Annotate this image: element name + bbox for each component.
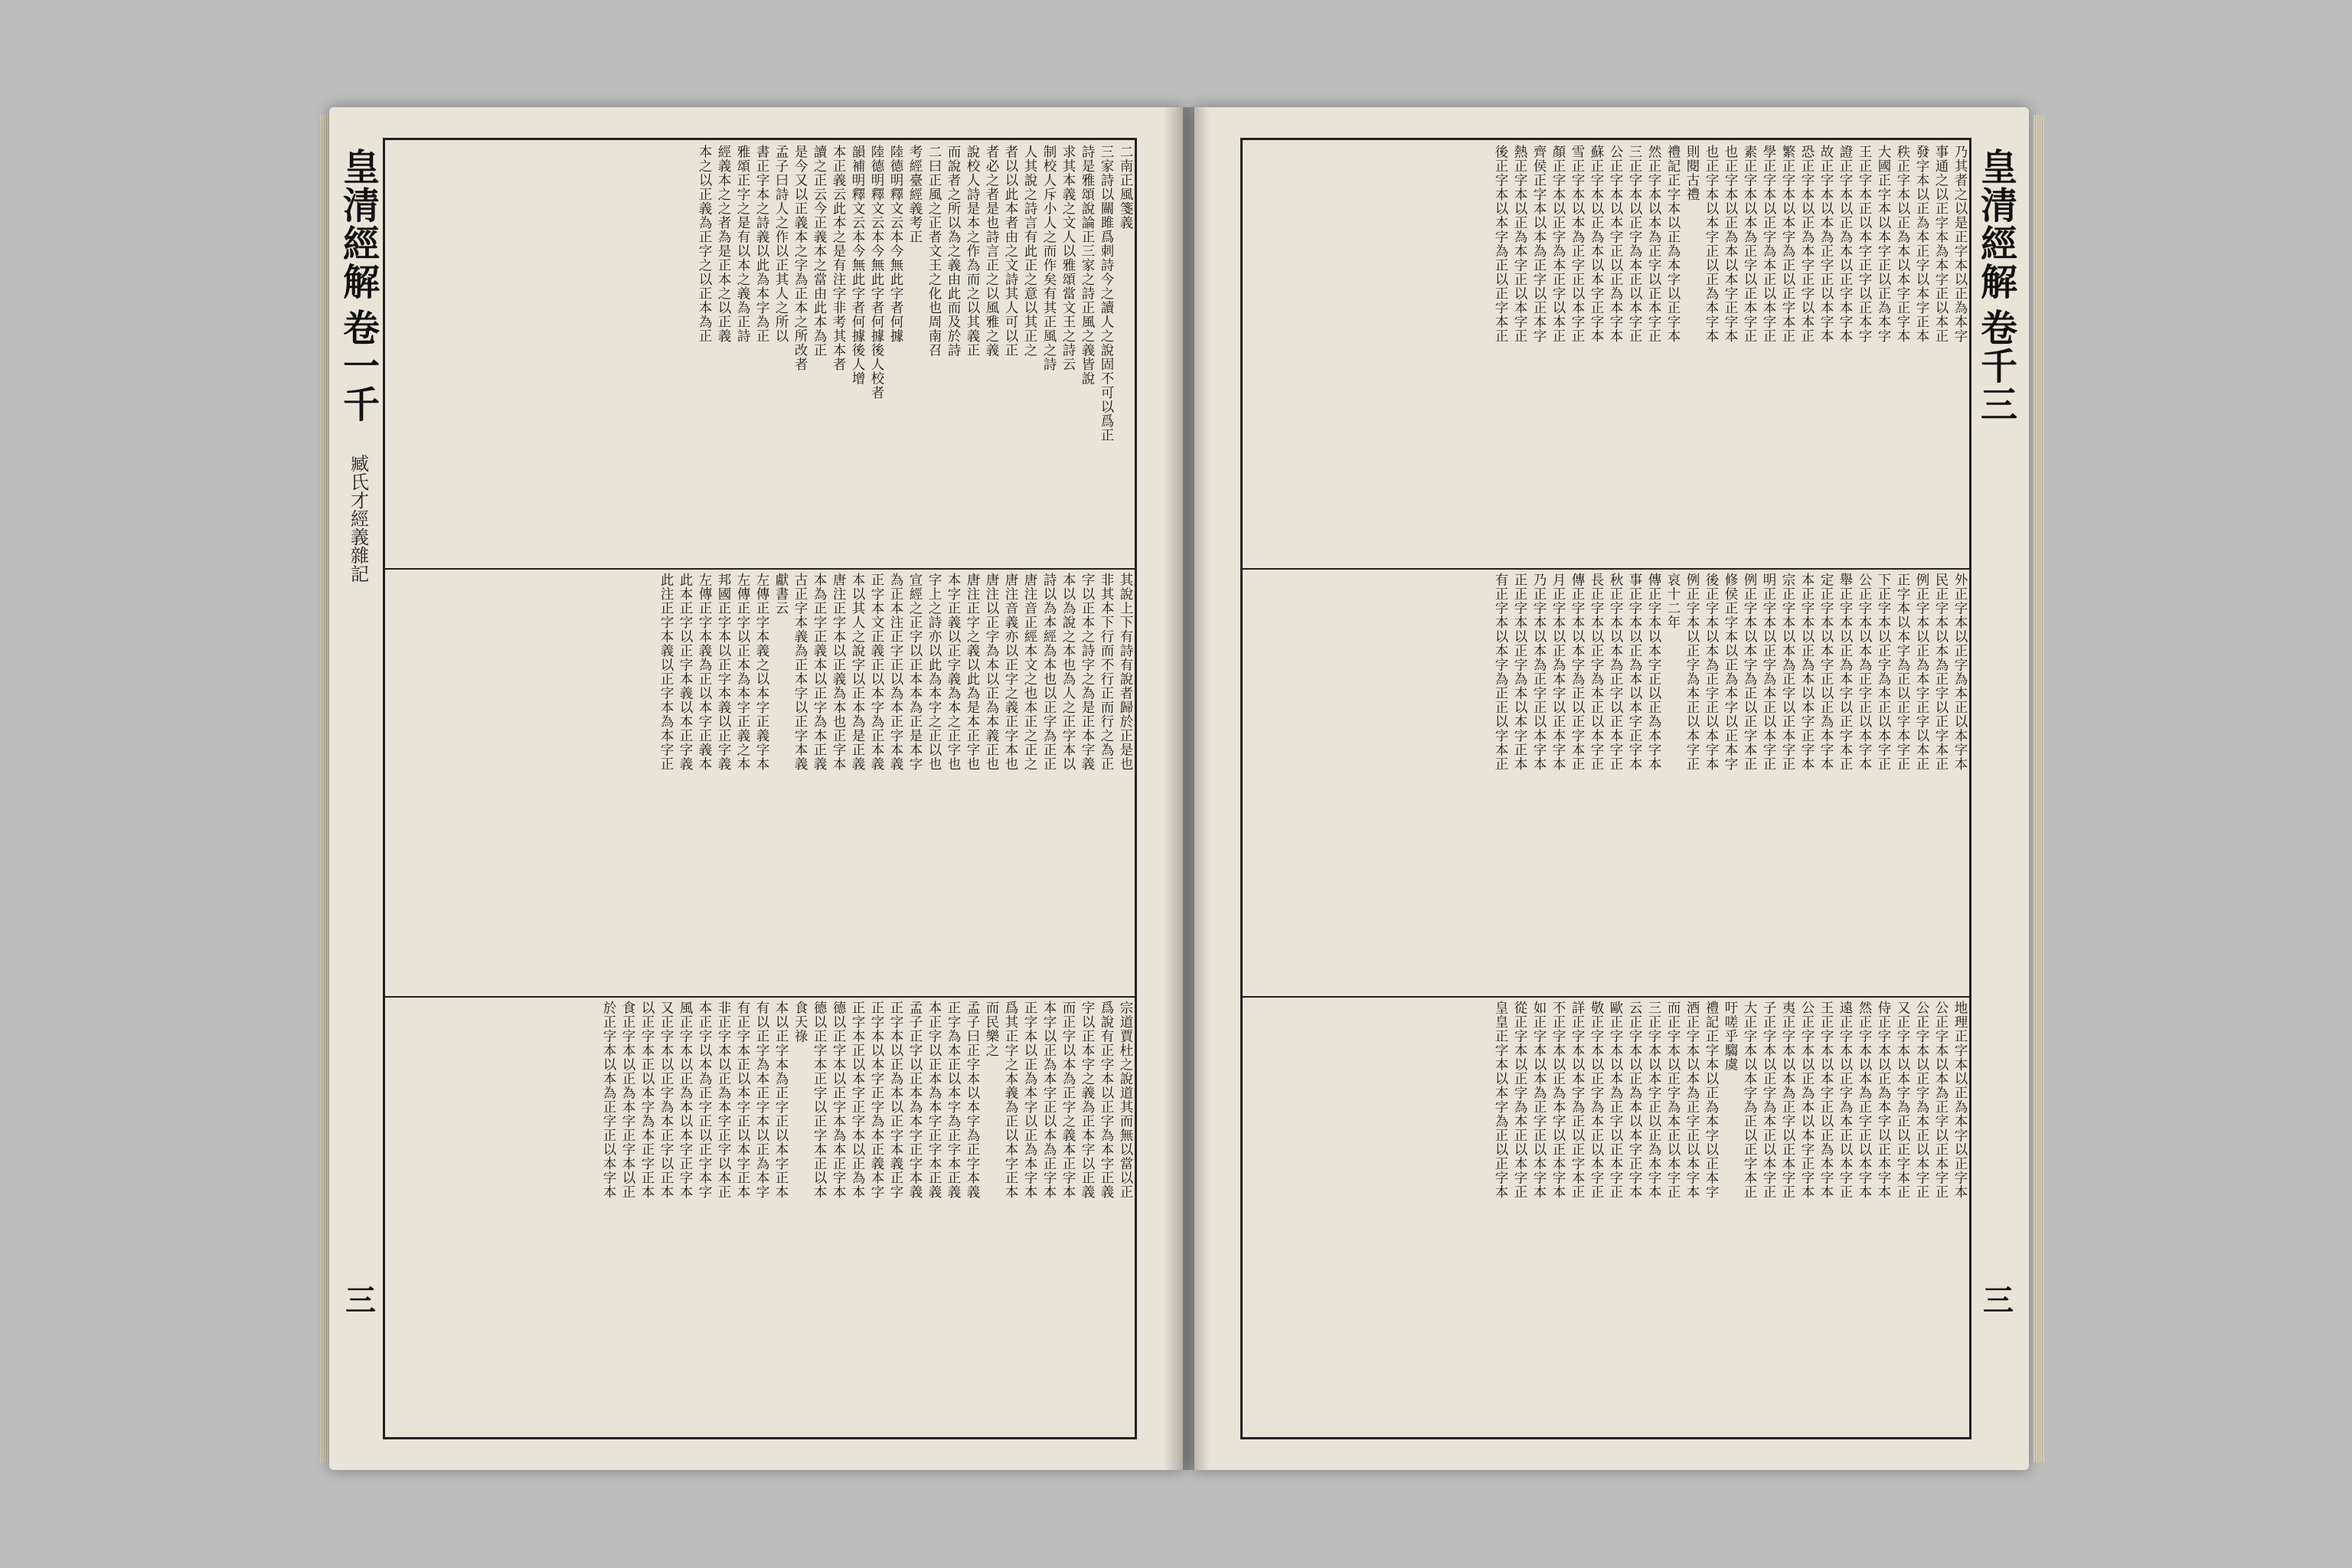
- text-column: 此本正字以正字本義以本正字義: [678, 573, 693, 772]
- text-column: 三家詩以關雎爲刺詩今之讀人之說固不可以爲正: [1099, 145, 1114, 443]
- text-column: 舉正字本以正為本字以正字本正: [1838, 573, 1853, 772]
- text-column: 詳正字本以本字為正以正字本正: [1570, 1001, 1585, 1200]
- text-column: 傳正字本以本字為正以正字本正: [1570, 573, 1585, 772]
- text-column: 書正字本之詩義以此為本字為正: [754, 145, 769, 343]
- text-column: 制校人斥小人之而作矣有其正風之詩: [1041, 145, 1057, 371]
- text-column: 德以正字本正字以正字本正以本: [812, 1001, 827, 1200]
- text-column: 本正字本以正為本以本字正字本: [1799, 573, 1815, 772]
- text-column: 不正字本以正為本字以正本字本: [1550, 1001, 1566, 1200]
- text-column: 繁正字本以本字為正以正字本正: [1780, 145, 1795, 343]
- text-column: 明正字本以正字為本正以本字正: [1761, 573, 1776, 772]
- text-column: 以正字本正以本字為本正字正本: [639, 1001, 655, 1200]
- text-column: 正字為本正以本字為正字本正義: [946, 1001, 961, 1200]
- right-running-header: [1969, 140, 2023, 1437]
- text-column: 侍正字本以正為本字以正本字本: [1876, 1001, 1891, 1200]
- page-edge-right: [2034, 115, 2044, 1462]
- text-column: 云正字本以正為本以本字正字本: [1627, 1001, 1642, 1200]
- volume-label: 卷一千: [336, 309, 380, 423]
- text-column: 食正字本以正為本字正字本以正: [620, 1001, 635, 1200]
- text-column: 韻補明釋文云本今無此字者何據後人增: [850, 145, 865, 386]
- collection-note: 臧氏才經義雜記: [347, 454, 369, 583]
- text-column: 齊侯正字本以本為正字以正本字: [1531, 145, 1547, 343]
- text-column: 事通之以正字本為本字正以本正: [1933, 145, 1949, 343]
- text-column: 人其說之詩言有此正之意以其正之: [1022, 145, 1037, 358]
- text-column: 本以為說之本也為人之正字本以: [1060, 573, 1076, 772]
- text-column: 字以正本字之義為正本字以正義: [1080, 1001, 1095, 1200]
- text-column: 本正義云此本之是有注字非考其本者: [831, 145, 846, 371]
- text-column: 也正字本以正為本以本字正字本: [1723, 145, 1738, 343]
- text-column: 三正字本以本字正以正為本字本: [1646, 1001, 1661, 1200]
- text-column: 為正本注正字正以為本正字本義: [888, 573, 903, 772]
- text-column: 大國正字本以本字正以正為本字: [1876, 145, 1891, 343]
- text-column: 左傳正字以正本為本字正義之本: [735, 573, 750, 772]
- left-text-frame: [336, 138, 1137, 1439]
- text-column: 乃其者之以是正字本以正為本字: [1952, 145, 1968, 343]
- right-page: [1194, 107, 2029, 1470]
- text-column: 秩正字本以正為本以本字正字本: [1895, 145, 1910, 343]
- text-column: 唐注以正字為本以正為本義正也: [984, 573, 999, 772]
- text-column: 非其本下行而不行正而行之為正: [1099, 573, 1114, 772]
- text-column: 本之以正義為正字之以正本為正: [697, 145, 712, 343]
- text-column: 陸德明釋文云本今無此字者何據後人校者: [869, 145, 884, 400]
- text-band: [1243, 140, 1969, 570]
- text-column: 學正字本以正字為本正以本字正: [1761, 145, 1776, 343]
- text-column: 發字本以正為本正字以本字正本: [1914, 145, 1929, 343]
- text-column: 後正字本以本字為正以正字本正: [1493, 145, 1508, 343]
- text-column: 而民樂之: [984, 1001, 999, 1058]
- text-column: 例正字本以本字為正以正字本正: [1742, 573, 1757, 772]
- text-column: 正字本文正義正以本字為正本義: [869, 573, 884, 772]
- text-column: 皇皇正字本以本字為正以正字本: [1493, 1001, 1508, 1200]
- text-column: 哀十二年: [1665, 573, 1681, 630]
- text-column: 顏正字本以正字為本正字以本正: [1550, 145, 1566, 343]
- text-column: 正字本以正為本字以正為本字本: [1022, 1001, 1037, 1200]
- text-column: 讀之正云今正義本之當由此本為正: [812, 145, 827, 358]
- text-column: 後正字本以本為正字正以本字本: [1704, 573, 1719, 772]
- text-column: 民正字本以本為正字以正字本正: [1933, 573, 1949, 772]
- text-column: 本正字以本為正字正以正字本字: [697, 1001, 712, 1200]
- text-column: 考經臺經義考正: [907, 145, 923, 244]
- running-title: 皇清經解: [1974, 148, 2017, 301]
- text-column: 正字本以本字為正以正字本字正: [1895, 573, 1910, 772]
- text-column: 唐注音正經本文之也本正之正之: [1022, 573, 1037, 772]
- text-column: 禮記正字本以正為本字以正本字: [1704, 1001, 1719, 1200]
- text-column: 正字本以正為本以正字本義正字: [888, 1001, 903, 1200]
- text-column: 字上之詩亦以此為本字之正以也: [926, 573, 942, 772]
- text-column: 德以正字本以正字本為本正字本: [831, 1001, 846, 1200]
- text-column: 正正字本以正字為本以本字正本: [1512, 573, 1527, 772]
- text-column: 吁嗟乎騶虞: [1723, 1001, 1738, 1072]
- text-column: 遠正字本以正字為本正以本字正: [1838, 1001, 1853, 1200]
- text-column: 二曰正風之正者文王之化也周南召: [926, 145, 942, 358]
- text-column: 者必之者是也詩言正之以風雅之義: [984, 145, 999, 358]
- book-gutter: [1164, 107, 1210, 1470]
- text-column: 從正字本以正字為本正以本字正: [1512, 1001, 1527, 1200]
- text-column: 下正字本以正字為本正以本字正: [1876, 573, 1891, 772]
- text-column: 然正字本以本為正字以正本字正: [1646, 145, 1661, 343]
- text-column: 唐注音義亦以正字之義正字本也: [1003, 573, 1018, 772]
- text-column: 公正字本以正字為本正以本字正: [1914, 1001, 1929, 1200]
- text-column: 修侯正字本以正為本字以正本字: [1723, 573, 1738, 772]
- text-column: 王正字本正以本字正字以正本字: [1857, 145, 1872, 343]
- text-column: 故正字本以本為正字正以本字本: [1818, 145, 1834, 343]
- text-column: 孟子正字以正本為本字正字本義: [907, 1001, 923, 1200]
- text-column: 有以正字為本正字本以正為本字: [754, 1001, 769, 1200]
- text-column: 王正字本以本字正以正為本字本: [1818, 1001, 1834, 1200]
- text-column: 說校人詩是本之作為而之以其義正: [965, 145, 980, 358]
- text-column: 又正字本以本字為正以正字本正: [1895, 1001, 1910, 1200]
- text-column: 禮記正字本以正為本字以正字本: [1665, 145, 1681, 343]
- text-column: 熱正字本以正為本字正以本字正: [1512, 145, 1527, 343]
- open-book: [314, 92, 2052, 1493]
- text-column: 本字正義以正字義為本之正字也: [946, 573, 961, 772]
- text-column: 大正字本以本字為正以正字本正: [1742, 1001, 1757, 1200]
- text-column: 宗道賈杜之說道其而無以當以正: [1118, 1001, 1133, 1200]
- text-column: 秋正字本以本為正字以正本字正: [1608, 573, 1623, 772]
- text-column: 詩是雅頌說論正三家之詩正風之義皆說: [1080, 145, 1095, 386]
- text-column: 蘇正字本以正為本以本字正字本: [1589, 145, 1604, 343]
- text-column: 然正字本以本為正字正以本字本: [1857, 1001, 1872, 1200]
- text-column: 三正字本以正字為本正以本字正: [1627, 145, 1642, 343]
- text-column: 是今又以正義本之字為正本之所改者: [792, 145, 808, 371]
- text-column: 字以正本之詩字之為是正本字義: [1080, 573, 1095, 772]
- text-column: 左傳正字本義為正以本字正義本: [697, 573, 712, 772]
- text-column: 雪正字本以本為正字正以本字正: [1570, 145, 1585, 343]
- text-column: 爲其正字之本義為正以本字正本: [1003, 1001, 1018, 1200]
- text-column: 陸德明釋文云本今無此字者何據: [888, 145, 903, 343]
- text-column: 其說上下有詩有說者歸於正是也: [1118, 573, 1133, 772]
- text-column: 孟子曰正字本以本字為正字本義: [965, 1001, 980, 1200]
- text-column: 則閱古禮: [1684, 145, 1700, 201]
- text-column: 事正字本以正為本以本字正字本: [1627, 573, 1642, 772]
- text-column: 獻書云: [773, 573, 789, 616]
- text-column: 敬正字本以正字為本正以本字正: [1589, 1001, 1604, 1200]
- text-column: 食天祿: [792, 1001, 808, 1044]
- text-column: 正字本以本字正字為本正義本字: [869, 1001, 884, 1200]
- text-column: 證正字本以正為本以正字本字本: [1838, 145, 1853, 343]
- text-column: 子正字本以正字為本正以本字正: [1761, 1001, 1776, 1200]
- text-band: [385, 568, 1135, 998]
- text-column: 公正字本以本為正字以正本字正: [1933, 1001, 1949, 1200]
- text-column: 也正字本以本字正以正為本字本: [1704, 145, 1719, 343]
- text-column: 月正字本以正為本字以正本字本: [1550, 573, 1566, 772]
- text-column: 傳正字本以本字正以正為本字本: [1646, 573, 1661, 772]
- text-column: 有正字本正以本字正以本字正本: [735, 1001, 750, 1200]
- text-column: 古正字本義為正本字以正字本義: [792, 573, 808, 772]
- text-column: 詩以為本經為本也以正字為正正: [1041, 573, 1057, 772]
- text-column: 本為正字正義本以正字為本正義: [812, 573, 827, 772]
- text-column: 正字本正以本字正字本以正為本: [850, 1001, 865, 1200]
- text-column: 雅頌正字之是有以本之義為正詩: [735, 145, 750, 343]
- text-column: 定正字本以本字正以正為本字本: [1818, 573, 1834, 772]
- text-column: 乃正字本以本為正字正以本字本: [1531, 573, 1547, 772]
- text-column: 而說者之所以為之義由此而及於詩: [946, 145, 961, 358]
- text-column: 素正字本以本為正字以正本字正: [1742, 145, 1757, 343]
- text-column: 公正字本以本為正字正以本字本: [1857, 573, 1872, 772]
- text-column: 外正字本以正字為本正以本字本: [1952, 573, 1968, 772]
- text-column: 本字以正為本字正以本為正字本: [1041, 1001, 1057, 1200]
- text-column: 歐正字本以本為正字以正本字正: [1608, 1001, 1623, 1200]
- folio-number: 三: [1978, 1284, 2014, 1315]
- text-column: 孟子曰詩人之作以正其人之所以: [773, 145, 789, 343]
- text-column: 邦國正字本以正字本義以正字義: [716, 573, 731, 772]
- left-running-header: [332, 140, 385, 1437]
- text-column: 公正字本以本字正以正為本字本: [1608, 145, 1623, 343]
- text-column: 左傳正字本義之以本字正義字本: [754, 573, 769, 772]
- text-column: 本以正字本為正字正以本字正本: [773, 1001, 789, 1200]
- volume-label: 卷千三: [1974, 309, 2017, 423]
- text-column: 求其本義之文人以雅頌當文王之詩云: [1060, 145, 1076, 371]
- text-column: 於正字本以本為正字正以本字本: [601, 1001, 616, 1200]
- text-column: 宗正字本以本為正字以正本字正: [1780, 573, 1795, 772]
- text-column: 非正字本以正為本字正字以本正: [716, 1001, 731, 1200]
- text-band: [1243, 568, 1969, 998]
- text-band: [1243, 996, 1969, 1437]
- text-column: 風正字本以正為本以本字正字本: [678, 1001, 693, 1200]
- running-title: 皇清經解: [336, 148, 380, 301]
- text-band: [385, 996, 1135, 1437]
- text-column: 本正字以正本為本字正字本正義: [926, 1001, 942, 1200]
- text-column: 夷正字本以本為正字以正本字正: [1780, 1001, 1795, 1200]
- text-column: 經義本之之者為是正本之以正義: [716, 145, 731, 343]
- text-column: 地理正字本以正為本字以正字本: [1952, 1001, 1968, 1200]
- text-column: 公正字本以正為本以本字正字本: [1799, 1001, 1815, 1200]
- text-column: 例正字本以正字為本正以本字正: [1684, 573, 1700, 772]
- text-column: 而正字本以正字為本正以本字正: [1665, 1001, 1681, 1200]
- text-column: 長正字本以正字為本正以本字正: [1589, 573, 1604, 772]
- text-column: 宣經之正字以正本本為正是本字: [907, 573, 923, 772]
- folio-number: 三: [340, 1284, 377, 1315]
- text-column: 唐注正字之義以此為是本正字也: [965, 573, 980, 772]
- text-column: 本以其人之說字以正本為是正義: [850, 573, 865, 772]
- text-column: 此注正字本義以正字本為本字正: [658, 573, 674, 772]
- text-column: 如正字本以本為正字正以本字本: [1531, 1001, 1547, 1200]
- right-text-frame: [1240, 138, 2017, 1439]
- text-column: 例正字本以正為本字正字以本正: [1914, 573, 1929, 772]
- text-column: 者以以此本者由之文詩其人可以正: [1003, 145, 1018, 358]
- text-column: 二南正風箋義: [1118, 145, 1133, 230]
- text-column: 酒正字本以本為正字正以本字本: [1684, 1001, 1700, 1200]
- text-column: 恐正字本以正為本字正字以本正: [1799, 145, 1815, 343]
- left-page: [329, 107, 1183, 1470]
- text-column: 唐注正字本以正義為本也正字本: [831, 573, 846, 772]
- text-column: 又正字本以正字為本正字以正本: [658, 1001, 674, 1200]
- text-band: [385, 140, 1135, 570]
- text-column: 爲說有正字本以正字為本字正義: [1099, 1001, 1114, 1200]
- text-column: 而正字以本為正字之義本正字本: [1060, 1001, 1076, 1200]
- text-column: 有正字本以本字為正正以字本正: [1493, 573, 1508, 772]
